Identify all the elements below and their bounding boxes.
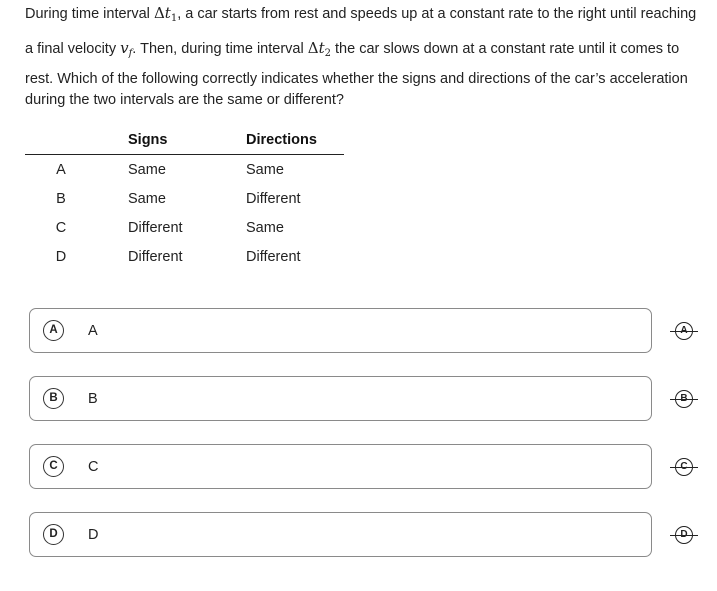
choice-label-d: D bbox=[88, 527, 99, 543]
delta-t2-symbol: $\Delta t_2$ bbox=[307, 39, 331, 59]
question-text-segment: . Then, during time interval bbox=[132, 41, 308, 57]
table-cell-letter: C bbox=[55, 219, 67, 236]
strikethrough-d-icon[interactable] bbox=[670, 525, 698, 545]
strikethrough-b-icon[interactable] bbox=[670, 389, 698, 409]
table-cell-signs: Same bbox=[128, 190, 166, 207]
strikethrough-c-icon[interactable] bbox=[670, 457, 698, 477]
final-velocity-symbol: $v_f$ bbox=[120, 39, 133, 59]
answer-options-table bbox=[25, 126, 344, 271]
table-cell-directions: Same bbox=[246, 219, 284, 236]
choice-letter-badge-d: D bbox=[43, 524, 64, 545]
question-text-segment: , a car starts from rest and speeds up at a constant rate to the right until reaching bbox=[177, 6, 697, 22]
question-text-segment: During time interval bbox=[25, 6, 154, 22]
table-cell-directions: Different bbox=[246, 248, 301, 265]
table-cell-signs: Same bbox=[128, 161, 166, 178]
choice-letter-badge-c: C bbox=[43, 456, 64, 477]
table-header-directions: Directions bbox=[246, 126, 344, 155]
table-row bbox=[25, 184, 344, 213]
answer-choice-d[interactable] bbox=[29, 512, 652, 557]
question-line-2 bbox=[25, 41, 679, 57]
table-row bbox=[25, 213, 344, 242]
choice-letter-badge-b: B bbox=[43, 388, 64, 409]
strikethrough-a-icon[interactable] bbox=[670, 321, 698, 341]
table-cell-signs: Different bbox=[128, 219, 183, 236]
table-cell-directions: Same bbox=[246, 161, 284, 178]
question-text-segment: the car slows down at a constant rate until it comes to bbox=[330, 41, 680, 57]
answer-choice-c[interactable] bbox=[29, 444, 652, 489]
choice-label-b: B bbox=[88, 391, 98, 407]
table-header-row bbox=[25, 126, 344, 155]
table-cell-directions: Different bbox=[246, 190, 301, 207]
question-line-1 bbox=[25, 6, 696, 22]
choice-label-a: A bbox=[88, 323, 98, 339]
table-row bbox=[25, 155, 344, 185]
table-cell-signs: Different bbox=[128, 248, 183, 265]
delta-t1-symbol: $\Delta t_1$ bbox=[153, 4, 178, 24]
answer-choice-a[interactable] bbox=[29, 308, 652, 353]
table-cell-letter: A bbox=[56, 161, 66, 178]
choice-label-c: C bbox=[88, 459, 99, 475]
question-line-4: during the two intervals are the same or different? bbox=[25, 92, 344, 108]
table-header-letter bbox=[25, 126, 128, 155]
table-cell-letter: B bbox=[56, 190, 66, 207]
table-row bbox=[25, 242, 344, 271]
answer-choice-b[interactable] bbox=[29, 376, 652, 421]
table-cell-letter: D bbox=[55, 248, 67, 265]
choice-letter-badge-a: A bbox=[43, 320, 64, 341]
question-text-segment: a final velocity bbox=[25, 41, 121, 57]
table-header-signs: Signs bbox=[128, 126, 246, 155]
question-line-3: rest. Which of the following correctly indicates whether the signs and directions of the car’s acceleration bbox=[25, 71, 688, 87]
